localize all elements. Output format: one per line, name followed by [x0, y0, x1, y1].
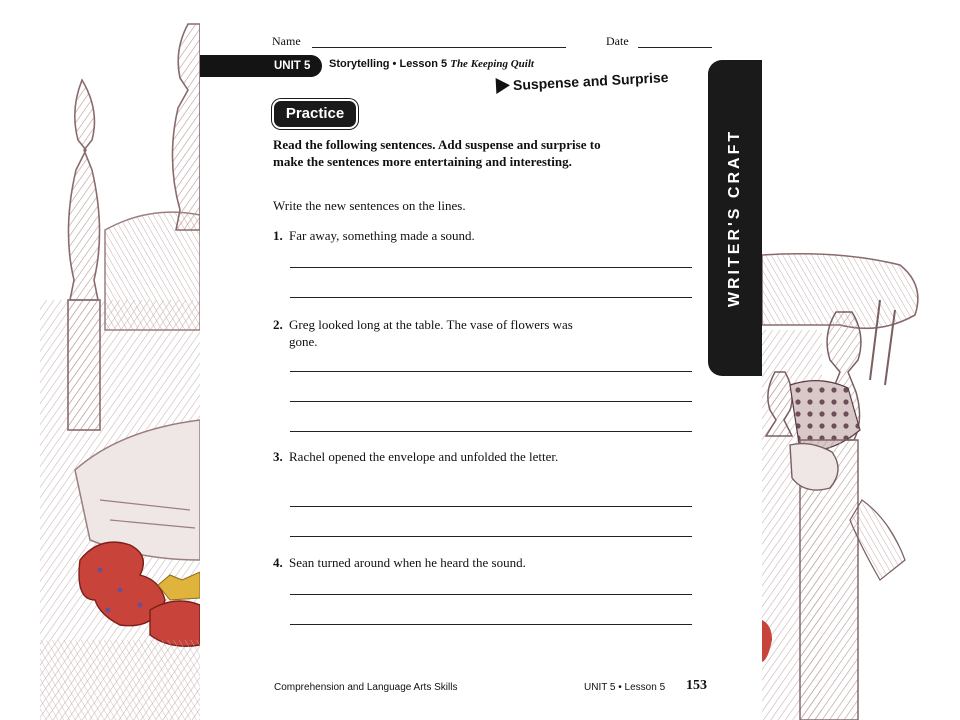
- question-text: Rachel opened the envelope and unfolded the letter.: [289, 449, 559, 464]
- chair-right-illustration: [762, 254, 918, 720]
- page-number: 153: [686, 678, 707, 693]
- writers-craft-tab: [708, 60, 762, 376]
- unit-label: UNIT 5: [200, 55, 322, 77]
- answer-line[interactable]: [290, 267, 692, 268]
- write-instruction: Write the new sentences on the lines.: [273, 198, 466, 213]
- lesson-title: [329, 58, 534, 70]
- question-text: Sean turned around when he heard the sound.: [289, 555, 526, 570]
- worksheet-page: [200, 18, 760, 700]
- bed-left-illustration: [40, 24, 200, 720]
- question-number: 2.: [273, 317, 283, 332]
- question-number: 1.: [273, 228, 283, 243]
- footer-book-title: Comprehension and Language Arts Skills: [274, 682, 458, 693]
- answer-line[interactable]: [290, 506, 692, 507]
- answer-line[interactable]: [290, 371, 692, 372]
- question-text: Far away, something made a sound.: [289, 228, 475, 243]
- side-tab-label: WRITER'S CRAFT: [726, 128, 743, 308]
- question-2: [273, 316, 603, 350]
- answer-line[interactable]: [290, 431, 692, 432]
- answer-line[interactable]: [290, 594, 692, 595]
- name-line[interactable]: [312, 47, 566, 48]
- lesson-topic: Storytelling • Lesson 5: [329, 58, 448, 70]
- practice-badge: Practice: [274, 101, 356, 127]
- answer-line[interactable]: [290, 624, 692, 625]
- name-label: Name: [272, 34, 301, 48]
- question-number: 4.: [273, 555, 283, 570]
- question-3: [273, 448, 603, 465]
- footer-unit-lesson: UNIT 5 • Lesson 5: [584, 682, 666, 693]
- answer-line[interactable]: [290, 536, 692, 537]
- triangle-pointer-icon: [496, 77, 511, 94]
- date-label: Date: [606, 34, 629, 48]
- answer-line[interactable]: [290, 297, 692, 298]
- question-text: Greg looked long at the table. The vase of flowers was gone.: [289, 317, 573, 349]
- question-4: [273, 554, 603, 571]
- instructions: Read the following sentences. Add suspense and surprise to make the sentences more entertaining and interesting.: [273, 137, 601, 169]
- story-title: The Keeping Quilt: [450, 58, 534, 70]
- date-line[interactable]: [638, 47, 712, 48]
- question-number: 3.: [273, 449, 283, 464]
- name-date-row: [272, 34, 712, 54]
- answer-line[interactable]: [290, 401, 692, 402]
- question-1: [273, 227, 603, 244]
- subtitle-text: Suspense and Surprise: [512, 68, 669, 94]
